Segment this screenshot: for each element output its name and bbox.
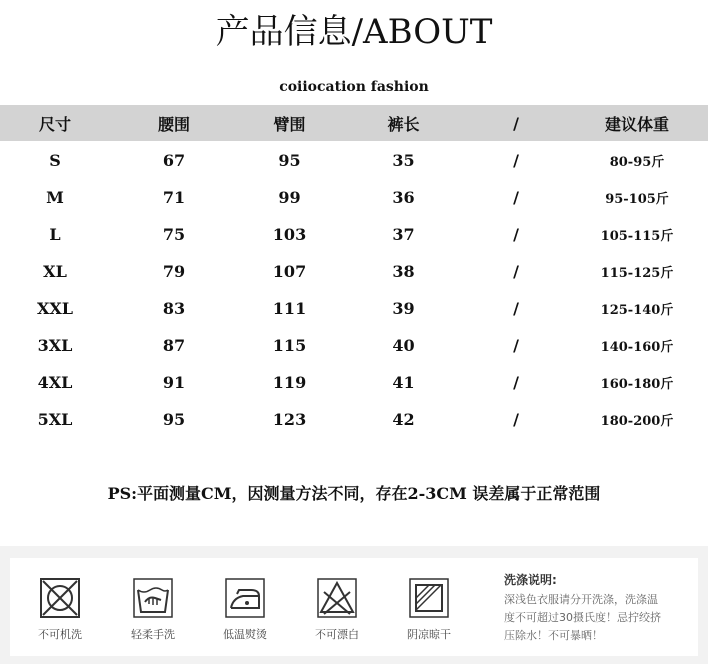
size-cell: XXL	[36, 299, 74, 318]
length-cell: 42	[392, 410, 415, 429]
weight-cell: 140-160斤	[600, 340, 674, 355]
weight-cell: 180-200斤	[600, 414, 674, 429]
washing-instructions-line: 深浅色衣服请分开洗涤，洗涤温	[504, 593, 658, 606]
arm-cell: 115	[272, 336, 307, 355]
arm-cell: 119	[272, 373, 307, 392]
arm-cell: 95	[278, 151, 301, 170]
slash-cell: /	[513, 262, 519, 281]
size-cell: 4XL	[37, 373, 73, 392]
size-table	[0, 105, 708, 438]
weight-cell: 160-180斤	[600, 377, 674, 392]
table-row	[0, 290, 708, 327]
washing-instructions	[504, 572, 694, 645]
length-cell: 39	[392, 299, 415, 318]
table-row	[0, 401, 708, 438]
table-row	[0, 327, 708, 364]
length-cell: 41	[392, 373, 415, 392]
table-body	[0, 142, 708, 438]
size-cell: XL	[43, 262, 67, 281]
column-header-slash: /	[513, 113, 519, 133]
washing-instructions-body	[504, 591, 694, 645]
care-item-hand-wash	[117, 576, 189, 642]
weight-cell: 115-125斤	[600, 266, 674, 281]
page-title: 产品信息/ABOUT	[215, 12, 493, 52]
care-item-no-machine-wash	[24, 576, 96, 642]
waist-cell: 91	[162, 373, 186, 392]
slash-cell: /	[513, 151, 519, 170]
weight-cell: 105-115斤	[600, 229, 674, 244]
length-cell: 40	[392, 336, 415, 355]
weight-cell: 80-95斤	[609, 155, 665, 170]
waist-cell: 95	[162, 410, 186, 429]
waist-cell: 79	[162, 262, 186, 281]
slash-cell: /	[513, 299, 519, 318]
waist-cell: 71	[162, 188, 186, 207]
column-header-arm: 臂围	[273, 114, 306, 134]
waist-cell: 83	[162, 299, 186, 318]
care-item-no-bleach	[301, 576, 373, 642]
washing-instructions-title: 洗涤说明:	[504, 573, 557, 587]
low-temp-iron-icon	[223, 576, 267, 620]
length-cell: 35	[392, 151, 415, 170]
measurement-note: PS:平面测量CM，因测量方法不同，存在2-3CM 误差属于正常范围	[107, 484, 601, 503]
slash-cell: /	[513, 188, 519, 207]
table-row	[0, 216, 708, 253]
waist-cell: 87	[162, 336, 186, 355]
slash-cell: /	[513, 336, 519, 355]
size-cell: 3XL	[37, 336, 73, 355]
page-subtitle: coiiocation fashion	[279, 79, 429, 95]
care-label-hand-wash: 轻柔手洗	[131, 628, 175, 641]
care-item-low-iron	[209, 576, 281, 642]
care-label-no-bleach: 不可漂白	[315, 628, 359, 641]
length-cell: 38	[392, 262, 415, 281]
column-header-weight: 建议体重	[604, 114, 669, 134]
table-row	[0, 179, 708, 216]
table-row	[0, 253, 708, 290]
table-row	[0, 364, 708, 401]
table-row	[0, 142, 708, 179]
size-cell: S	[49, 151, 61, 170]
care-label-no-machine-wash: 不可机洗	[38, 628, 82, 641]
care-label-shade-dry: 阴凉晾干	[407, 628, 451, 641]
care-instructions-panel	[10, 558, 698, 656]
slash-cell: /	[513, 410, 519, 429]
shade-dry-icon	[407, 576, 451, 620]
arm-cell: 103	[272, 225, 307, 244]
arm-cell: 123	[272, 410, 307, 429]
size-cell: L	[49, 225, 61, 244]
washing-instructions-line: 度不可超过30摄氏度！忌拧绞挤	[504, 611, 661, 624]
care-label-low-iron: 低温熨烫	[223, 628, 267, 641]
column-header-length: 裤长	[387, 114, 420, 134]
column-header-waist: 腰围	[157, 114, 190, 134]
care-instructions-band	[0, 546, 708, 664]
arm-cell: 111	[272, 299, 307, 318]
weight-cell: 95-105斤	[605, 192, 669, 207]
length-cell: 36	[392, 188, 415, 207]
washing-instructions-line: 压除水！不可暴晒！	[504, 629, 603, 642]
arm-cell: 99	[278, 188, 301, 207]
gentle-hand-wash-icon	[131, 576, 175, 620]
size-cell: 5XL	[37, 410, 73, 429]
no-bleach-icon	[315, 576, 359, 620]
length-cell: 37	[392, 225, 415, 244]
size-cell: M	[46, 188, 64, 207]
arm-cell: 107	[272, 262, 307, 281]
column-header-size: 尺寸	[38, 114, 71, 134]
slash-cell: /	[513, 225, 519, 244]
waist-cell: 67	[162, 151, 186, 170]
care-item-shade-dry	[393, 576, 465, 642]
waist-cell: 75	[162, 225, 186, 244]
weight-cell: 125-140斤	[600, 303, 674, 318]
slash-cell: /	[513, 373, 519, 392]
table-header-row	[0, 105, 708, 141]
no-machine-wash-icon	[38, 576, 82, 620]
